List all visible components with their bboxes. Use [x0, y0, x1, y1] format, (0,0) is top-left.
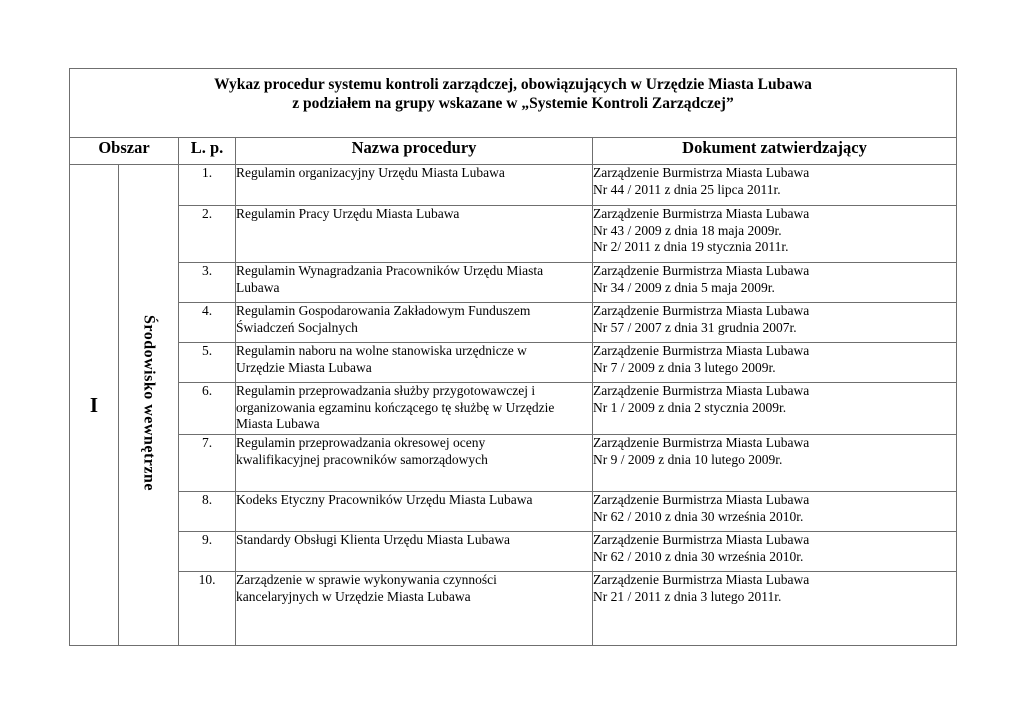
row-number: 9. — [179, 532, 236, 572]
procedure-name-line: Regulamin Pracy Urzędu Miasta Lubawa — [236, 206, 460, 221]
procedure-name — [236, 303, 593, 343]
approving-document-line: Zarządzenie Burmistrza Miasta Lubawa — [593, 303, 810, 318]
table-row — [70, 165, 957, 206]
header-row — [70, 138, 957, 165]
procedures-table — [69, 68, 957, 646]
row-number: 3. — [179, 263, 236, 303]
row-number: 8. — [179, 492, 236, 532]
procedure-name-line: kwalifikacyjnej pracowników samorządowych — [236, 451, 488, 467]
area-name-cell — [119, 165, 179, 646]
procedure-name — [236, 435, 593, 492]
approving-document-line: Zarządzenie Burmistrza Miasta Lubawa — [593, 263, 810, 278]
approving-document-line: Nr 43 / 2009 z dnia 18 maja 2009r. — [593, 222, 782, 238]
approving-document-line: Zarządzenie Burmistrza Miasta Lubawa — [593, 532, 810, 547]
procedure-name — [236, 572, 593, 646]
approving-document — [593, 303, 957, 343]
approving-document — [593, 206, 957, 263]
procedure-name — [236, 165, 593, 206]
table-row — [70, 303, 957, 343]
procedure-name — [236, 263, 593, 303]
approving-document-line: Zarządzenie Burmistrza Miasta Lubawa — [593, 572, 810, 587]
procedure-name — [236, 206, 593, 263]
title-line-2: z podziałem na grupy wskazane w „Systemie Kontroli Zarządczej” — [292, 95, 734, 112]
approving-document — [593, 572, 957, 646]
approving-document-line: Nr 2/ 2011 z dnia 19 stycznia 2011r. — [593, 239, 789, 254]
approving-document-line: Zarządzenie Burmistrza Miasta Lubawa — [593, 492, 810, 507]
approving-document — [593, 383, 957, 435]
procedure-name-line: Regulamin naboru na wolne stanowiska urzędnicze w — [236, 343, 527, 358]
table-row — [70, 263, 957, 303]
header-lp: L. p. — [179, 138, 236, 165]
approving-document — [593, 165, 957, 206]
approving-document — [593, 492, 957, 532]
approving-document-line: Zarządzenie Burmistrza Miasta Lubawa — [593, 206, 810, 221]
document-title — [70, 69, 957, 138]
approving-document-line: Nr 21 / 2011 z dnia 3 lutego 2011r. — [593, 588, 782, 604]
table-row — [70, 572, 957, 646]
row-number: 1. — [179, 165, 236, 206]
table-row — [70, 492, 957, 532]
table-row — [70, 435, 957, 492]
procedure-name-line: Urzędzie Miasta Lubawa — [236, 359, 372, 375]
table-row — [70, 532, 957, 572]
procedure-name-line: Regulamin przeprowadzania służby przygotowawczej i — [236, 383, 536, 398]
table-row — [70, 343, 957, 383]
table-row — [70, 206, 957, 263]
row-number: 2. — [179, 206, 236, 263]
approving-document — [593, 435, 957, 492]
approving-document-line: Nr 62 / 2010 z dnia 30 września 2010r. — [593, 548, 804, 564]
table-row — [70, 383, 957, 435]
procedure-name — [236, 532, 593, 572]
row-number: 7. — [179, 435, 236, 492]
approving-document — [593, 343, 957, 383]
procedure-name-line: organizowania egzaminu kończącego tę służbę w Urzędzie — [236, 399, 555, 415]
procedure-name-line: Regulamin Wynagradzania Pracowników Urzędu Miasta — [236, 263, 544, 278]
approving-document — [593, 263, 957, 303]
area-number: I — [70, 165, 119, 646]
header-procedure-name: Nazwa procedury — [236, 138, 593, 165]
approving-document-line: Nr 62 / 2010 z dnia 30 września 2010r. — [593, 508, 804, 524]
procedure-name-line: Kodeks Etyczny Pracowników Urzędu Miasta Lubawa — [236, 492, 533, 507]
area-name: Środowisko wewnętrzne — [140, 314, 158, 491]
procedure-name-line: Miasta Lubawa — [236, 416, 320, 431]
approving-document-line: Nr 34 / 2009 z dnia 5 maja 2009r. — [593, 279, 775, 295]
row-number: 10. — [179, 572, 236, 646]
header-area: Obszar — [70, 138, 179, 165]
procedure-name-line: Zarządzenie w sprawie wykonywania czynności — [236, 572, 497, 587]
procedure-name — [236, 492, 593, 532]
row-number: 6. — [179, 383, 236, 435]
row-number: 5. — [179, 343, 236, 383]
title-line-1: Wykaz procedur systemu kontroli zarządczej, obowiązujących w Urzędzie Miasta Lubawa — [214, 76, 812, 93]
approving-document-line: Nr 7 / 2009 z dnia 3 lutego 2009r. — [593, 359, 776, 375]
procedure-name-line: Regulamin Gospodarowania Zakładowym Funduszem — [236, 303, 531, 318]
approving-document-line: Nr 1 / 2009 z dnia 2 stycznia 2009r. — [593, 399, 787, 415]
procedure-name — [236, 383, 593, 435]
procedure-name-line: Lubawa — [236, 279, 280, 295]
procedure-name — [236, 343, 593, 383]
procedure-name-line: Świadczeń Socjalnych — [236, 319, 358, 335]
approving-document-line: Zarządzenie Burmistrza Miasta Lubawa — [593, 343, 810, 358]
approving-document-line: Zarządzenie Burmistrza Miasta Lubawa — [593, 165, 810, 180]
procedure-name-line: Regulamin organizacyjny Urzędu Miasta Lubawa — [236, 165, 505, 180]
row-number: 4. — [179, 303, 236, 343]
approving-document — [593, 532, 957, 572]
approving-document-line: Nr 9 / 2009 z dnia 10 lutego 2009r. — [593, 451, 783, 467]
procedure-name-line: Regulamin przeprowadzania okresowej oceny — [236, 435, 486, 450]
header-approving-document: Dokument zatwierdzający — [593, 138, 957, 165]
approving-document-line: Zarządzenie Burmistrza Miasta Lubawa — [593, 383, 810, 398]
approving-document-line: Nr 57 / 2007 z dnia 31 grudnia 2007r. — [593, 319, 797, 335]
approving-document-line: Nr 44 / 2011 z dnia 25 lipca 2011r. — [593, 181, 781, 197]
approving-document-line: Zarządzenie Burmistrza Miasta Lubawa — [593, 435, 810, 450]
procedure-name-line: kancelaryjnych w Urzędzie Miasta Lubawa — [236, 588, 471, 604]
procedure-name-line: Standardy Obsługi Klienta Urzędu Miasta Lubawa — [236, 532, 511, 547]
